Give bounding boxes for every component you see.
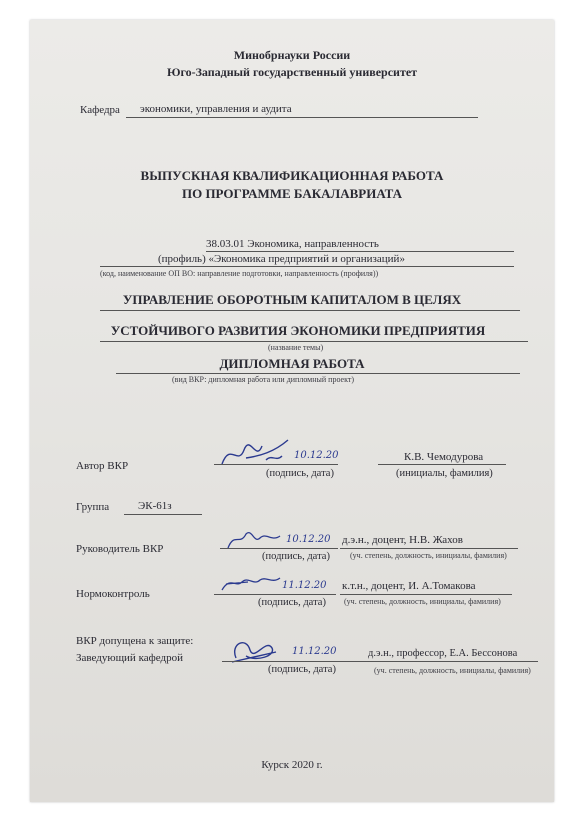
- work-kind-caption: (вид ВКР: дипломная работа или дипломный проект): [172, 375, 355, 384]
- topic-underline1: [100, 310, 520, 311]
- head-name-caption: (уч. степень, должность, инициалы, фамилия): [374, 666, 531, 675]
- supervisor-date: 10.12.20: [286, 534, 331, 545]
- topic-caption: (название темы): [268, 343, 324, 352]
- head-date: 11.12.20: [292, 646, 337, 657]
- program-underline2: [100, 266, 514, 267]
- head-name: д.э.н., профессор, Е.А. Бессонова: [368, 648, 518, 659]
- normcontrol-signature: [218, 570, 282, 596]
- work-title-line2: ПО ПРОГРАММЕ БАКАЛАВРИАТА: [181, 186, 403, 201]
- normcontrol-date: 11.12.20: [282, 580, 327, 591]
- head-sign-underline: [222, 661, 366, 662]
- department-value: экономики, управления и аудита: [140, 103, 292, 115]
- normcontrol-name-caption: (уч. степень, должность, инициалы, фамилия): [344, 597, 501, 606]
- supervisor-name: д.э.н., доцент, Н.В. Жахов: [342, 534, 463, 546]
- program-line1: 38.03.01 Экономика, направленность: [206, 238, 379, 250]
- head-sign-caption: (подпись, дата): [268, 664, 336, 675]
- author-name-caption: (инициалы, фамилия): [396, 468, 493, 479]
- normcontrol-name-underline: [340, 594, 512, 595]
- normcontrol-sign-caption: (подпись, дата): [258, 597, 326, 608]
- program-underline1: [206, 251, 514, 252]
- normcontrol-sign-underline: [214, 594, 336, 595]
- author-name-underline: [378, 464, 506, 465]
- admission-line2: Заведующий кафедрой: [76, 652, 183, 664]
- group-label: Группа: [76, 501, 110, 513]
- work-title-line1: ВЫПУСКНАЯ КВАЛИФИКАЦИОННАЯ РАБОТА: [140, 168, 444, 183]
- head-name-underline: [366, 661, 538, 662]
- department-label: Кафедра: [80, 104, 120, 116]
- supervisor-sign-underline: [220, 548, 338, 549]
- author-sign-underline: [214, 464, 338, 465]
- program-line2: (профиль) «Экономика предприятий и организаций»: [158, 253, 405, 265]
- supervisor-sign-caption: (подпись, дата): [262, 551, 330, 562]
- university-name: Юго-Западный государственный университет: [166, 65, 418, 79]
- author-date: 10.12.20: [294, 450, 339, 461]
- author-sign-caption: (подпись, дата): [266, 468, 334, 479]
- topic-line1: УПРАВЛЕНИЕ ОБОРОТНЫМ КАПИТАЛОМ В ЦЕЛЯХ: [122, 292, 462, 307]
- document-page: [30, 20, 554, 802]
- author-name: К.В. Чемодурова: [404, 451, 484, 463]
- ministry-name: Минобрнауки России: [233, 48, 351, 62]
- supervisor-name-underline: [340, 548, 518, 549]
- admission-line1: ВКР допущена к защите:: [76, 635, 194, 647]
- work-kind-underline: [116, 373, 520, 374]
- group-underline: [124, 514, 202, 515]
- work-kind: ДИПЛОМНАЯ РАБОТА: [219, 356, 365, 371]
- head-signature: [226, 632, 282, 668]
- normcontrol-label: Нормоконтроль: [76, 588, 150, 600]
- supervisor-name-caption: (уч. степень, должность, инициалы, фамилия): [350, 551, 507, 560]
- author-label: Автор ВКР: [76, 460, 129, 472]
- supervisor-signature: [224, 524, 284, 554]
- city-year: Курск 2020 г.: [261, 759, 323, 771]
- topic-line2: УСТОЙЧИВОГО РАЗВИТИЯ ЭКОНОМИКИ ПРЕДПРИЯТИЯ: [110, 323, 486, 338]
- program-caption: (код, наименование ОП ВО: направление подготовки, направленность (профиля)): [100, 269, 379, 278]
- author-signature: [216, 436, 296, 472]
- supervisor-label: Руководитель ВКР: [76, 543, 164, 555]
- topic-underline2: [100, 341, 528, 342]
- department-underline: [126, 117, 478, 118]
- normcontrol-name: к.т.н., доцент, И. А.Томакова: [342, 580, 476, 592]
- group-value: ЭК-61з: [138, 500, 172, 512]
